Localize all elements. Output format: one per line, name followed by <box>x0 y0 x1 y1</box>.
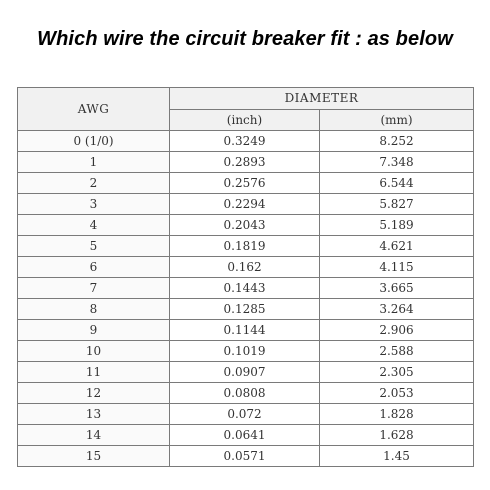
awg-cell: 13 <box>18 404 170 425</box>
mm-column-header: (mm) <box>320 109 474 131</box>
awg-cell: 0 (1/0) <box>18 131 170 152</box>
mm-cell: 2.906 <box>320 320 474 341</box>
mm-cell: 2.588 <box>320 341 474 362</box>
awg-cell: 2 <box>18 173 170 194</box>
diameter-column-header: DIAMETER <box>170 88 474 110</box>
awg-cell: 10 <box>18 341 170 362</box>
mm-cell: 1.45 <box>320 446 474 467</box>
awg-column-header: AWG <box>18 88 170 131</box>
table-row <box>18 257 474 278</box>
awg-cell: 15 <box>18 446 170 467</box>
page-title: Which wire the circuit breaker fit : as below <box>37 28 453 50</box>
table-row <box>18 320 474 341</box>
mm-cell: 2.305 <box>320 362 474 383</box>
inch-cell: 0.2893 <box>170 152 320 173</box>
table-row <box>18 278 474 299</box>
inch-cell: 0.2043 <box>170 215 320 236</box>
inch-cell: 0.162 <box>170 257 320 278</box>
table-row <box>18 215 474 236</box>
table-row <box>18 299 474 320</box>
inch-cell: 0.3249 <box>170 131 320 152</box>
mm-cell: 8.252 <box>320 131 474 152</box>
inch-cell: 0.1819 <box>170 236 320 257</box>
mm-cell: 4.115 <box>320 257 474 278</box>
awg-cell: 11 <box>18 362 170 383</box>
awg-cell: 9 <box>18 320 170 341</box>
inch-cell: 0.1285 <box>170 299 320 320</box>
inch-cell: 0.0571 <box>170 446 320 467</box>
awg-cell: 4 <box>18 215 170 236</box>
inch-cell: 0.0641 <box>170 425 320 446</box>
mm-cell: 6.544 <box>320 173 474 194</box>
awg-cell: 6 <box>18 257 170 278</box>
inch-cell: 0.1019 <box>170 341 320 362</box>
mm-cell: 1.828 <box>320 404 474 425</box>
table-row <box>18 446 474 467</box>
table-row <box>18 152 474 173</box>
inch-cell: 0.1443 <box>170 278 320 299</box>
table-row <box>18 425 474 446</box>
mm-cell: 7.348 <box>320 152 474 173</box>
awg-cell: 1 <box>18 152 170 173</box>
inch-cell: 0.1144 <box>170 320 320 341</box>
inch-cell: 0.0907 <box>170 362 320 383</box>
mm-cell: 3.665 <box>320 278 474 299</box>
inch-cell: 0.2294 <box>170 194 320 215</box>
inch-cell: 0.0808 <box>170 383 320 404</box>
awg-cell: 12 <box>18 383 170 404</box>
table-row <box>18 236 474 257</box>
awg-cell: 7 <box>18 278 170 299</box>
awg-cell: 3 <box>18 194 170 215</box>
inch-column-header: (inch) <box>170 109 320 131</box>
table-row <box>18 131 474 152</box>
table-body <box>18 131 474 467</box>
inch-cell: 0.072 <box>170 404 320 425</box>
mm-cell: 5.189 <box>320 215 474 236</box>
table-row <box>18 404 474 425</box>
awg-cell: 14 <box>18 425 170 446</box>
table-row <box>18 194 474 215</box>
table-row <box>18 341 474 362</box>
awg-cell: 8 <box>18 299 170 320</box>
mm-cell: 3.264 <box>320 299 474 320</box>
awg-diameter-table <box>17 87 474 467</box>
awg-cell: 5 <box>18 236 170 257</box>
table-row <box>18 362 474 383</box>
table-row <box>18 173 474 194</box>
inch-cell: 0.2576 <box>170 173 320 194</box>
mm-cell: 1.628 <box>320 425 474 446</box>
table-row <box>18 383 474 404</box>
mm-cell: 5.827 <box>320 194 474 215</box>
mm-cell: 2.053 <box>320 383 474 404</box>
mm-cell: 4.621 <box>320 236 474 257</box>
